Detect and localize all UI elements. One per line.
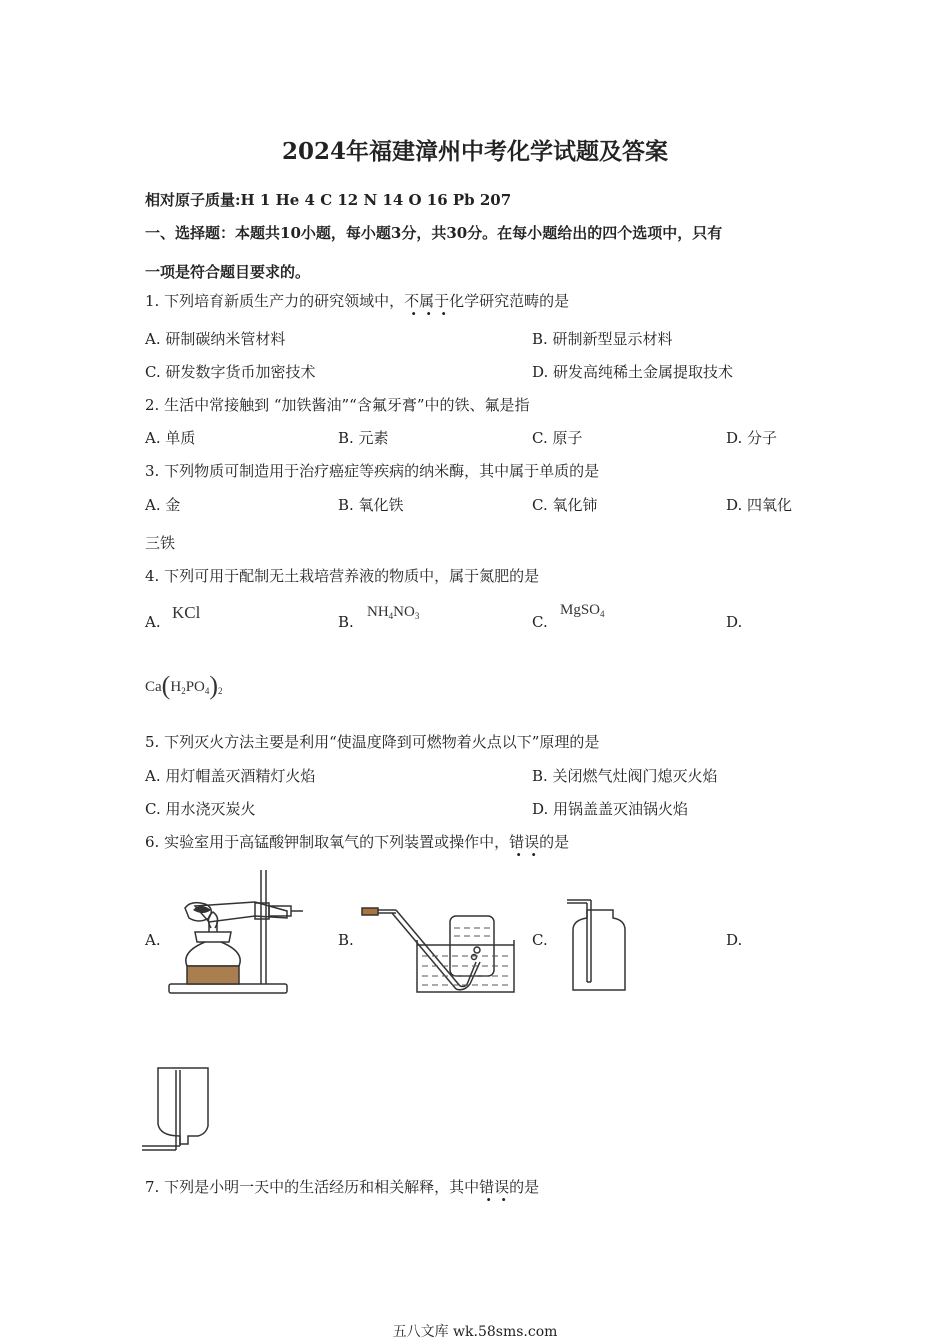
q6-option-c-label: C. bbox=[532, 931, 548, 949]
q6-option-b-label: B. bbox=[338, 931, 354, 949]
q3-option-d: D. 四氧化 bbox=[726, 496, 793, 514]
q3-option-b: B. 氧化铁 bbox=[338, 496, 404, 514]
q4-formula-kcl: KCl bbox=[172, 603, 201, 622]
q5-stem: 5. 下列灭火方法主要是利用“使温度降到可燃物着火点以下”原理的是 bbox=[145, 733, 600, 751]
q7-stem: 7. 下列是小明一天中的生活经历和相关解释，其中错误的是 bbox=[145, 1178, 540, 1196]
q4-option-a-label: A. bbox=[145, 613, 161, 631]
q3-option-a: A. 金 bbox=[145, 496, 181, 514]
q1-stem: 1. 下列培育新质生产力的研究领域中，不属于化学研究范畴的是 bbox=[145, 292, 570, 310]
q4-option-c-label: C. bbox=[532, 613, 548, 631]
q5-option-b: B. 关闭燃气灶阀门熄灭火焰 bbox=[532, 767, 718, 785]
q1-option-b: B. 研制新型显示材料 bbox=[532, 330, 673, 348]
inverted-bottle-figure bbox=[140, 1064, 215, 1156]
q4-stem: 4. 下列可用于配制无土栽培营养液的物质中，属于氮肥的是 bbox=[145, 567, 540, 585]
q6-stem: 6. 实验室用于高锰酸钾制取氧气的下列装置或操作中，错误的是 bbox=[145, 833, 570, 851]
q2-option-c: C. 原子 bbox=[532, 429, 583, 447]
footer-watermark: 五八文库 wk.58sms.com bbox=[392, 1324, 558, 1340]
q5-option-a: A. 用灯帽盖灭酒精灯火焰 bbox=[145, 767, 316, 785]
q4-option-d-label: D. bbox=[726, 613, 743, 631]
q3-option-c: C. 氧化铈 bbox=[532, 496, 598, 514]
q5-option-d: D. 用锅盖盖灭油锅火焰 bbox=[532, 800, 689, 818]
q1-option-c: C. 研发数字货币加密技术 bbox=[145, 363, 316, 381]
q1-option-d: D. 研发高纯稀土金属提取技术 bbox=[532, 363, 734, 381]
q4-formula-ca-h2po4-2: $Ca(H_2PO_4)_2$ bbox=[145, 671, 223, 700]
page-title: 2024年福建漳州中考化学试题及答案 bbox=[281, 138, 668, 165]
q2-option-b: B. 元素 bbox=[338, 429, 389, 447]
q5-option-c: C. 用水浇灭炭火 bbox=[145, 800, 256, 818]
q1-option-a: A. 研制碳纳米管材料 bbox=[145, 330, 286, 348]
heating-apparatus-figure bbox=[165, 866, 307, 998]
section-heading-line2: 一项是符合题目要求的。 bbox=[145, 263, 311, 281]
section-heading-line1: 一、选择题：本题共10小题，每小题3分，共30分。在每小题给出的四个选项中，只有 bbox=[145, 224, 723, 242]
q6-option-a-label: A. bbox=[145, 931, 161, 949]
atomic-mass-line: 相对原子质量:H 1 He 4 C 12 N 14 O 16 Pb 207 bbox=[145, 191, 512, 209]
q3-option-d-continued: 三铁 bbox=[145, 534, 176, 552]
water-trough-figure bbox=[360, 900, 520, 996]
q4-formula-nh4no3: $NH_4NO_3$ bbox=[367, 604, 420, 621]
q2-option-d: D. 分子 bbox=[726, 429, 778, 447]
q2-stem: 2. 生活中常接触到 “加铁酱油”“含氟牙膏”中的铁、氟是指 bbox=[145, 396, 530, 414]
q4-formula-mgso4: MgSO$_4$ bbox=[560, 602, 605, 619]
q3-stem: 3. 下列物质可制造用于治疗癌症等疾病的纳米酶，其中属于单质的是 bbox=[145, 462, 600, 480]
q4-option-b-label: B. bbox=[338, 613, 354, 631]
gas-bottle-figure bbox=[565, 896, 635, 994]
q6-option-d-label: D. bbox=[726, 931, 743, 949]
q2-option-a: A. 单质 bbox=[145, 429, 196, 447]
